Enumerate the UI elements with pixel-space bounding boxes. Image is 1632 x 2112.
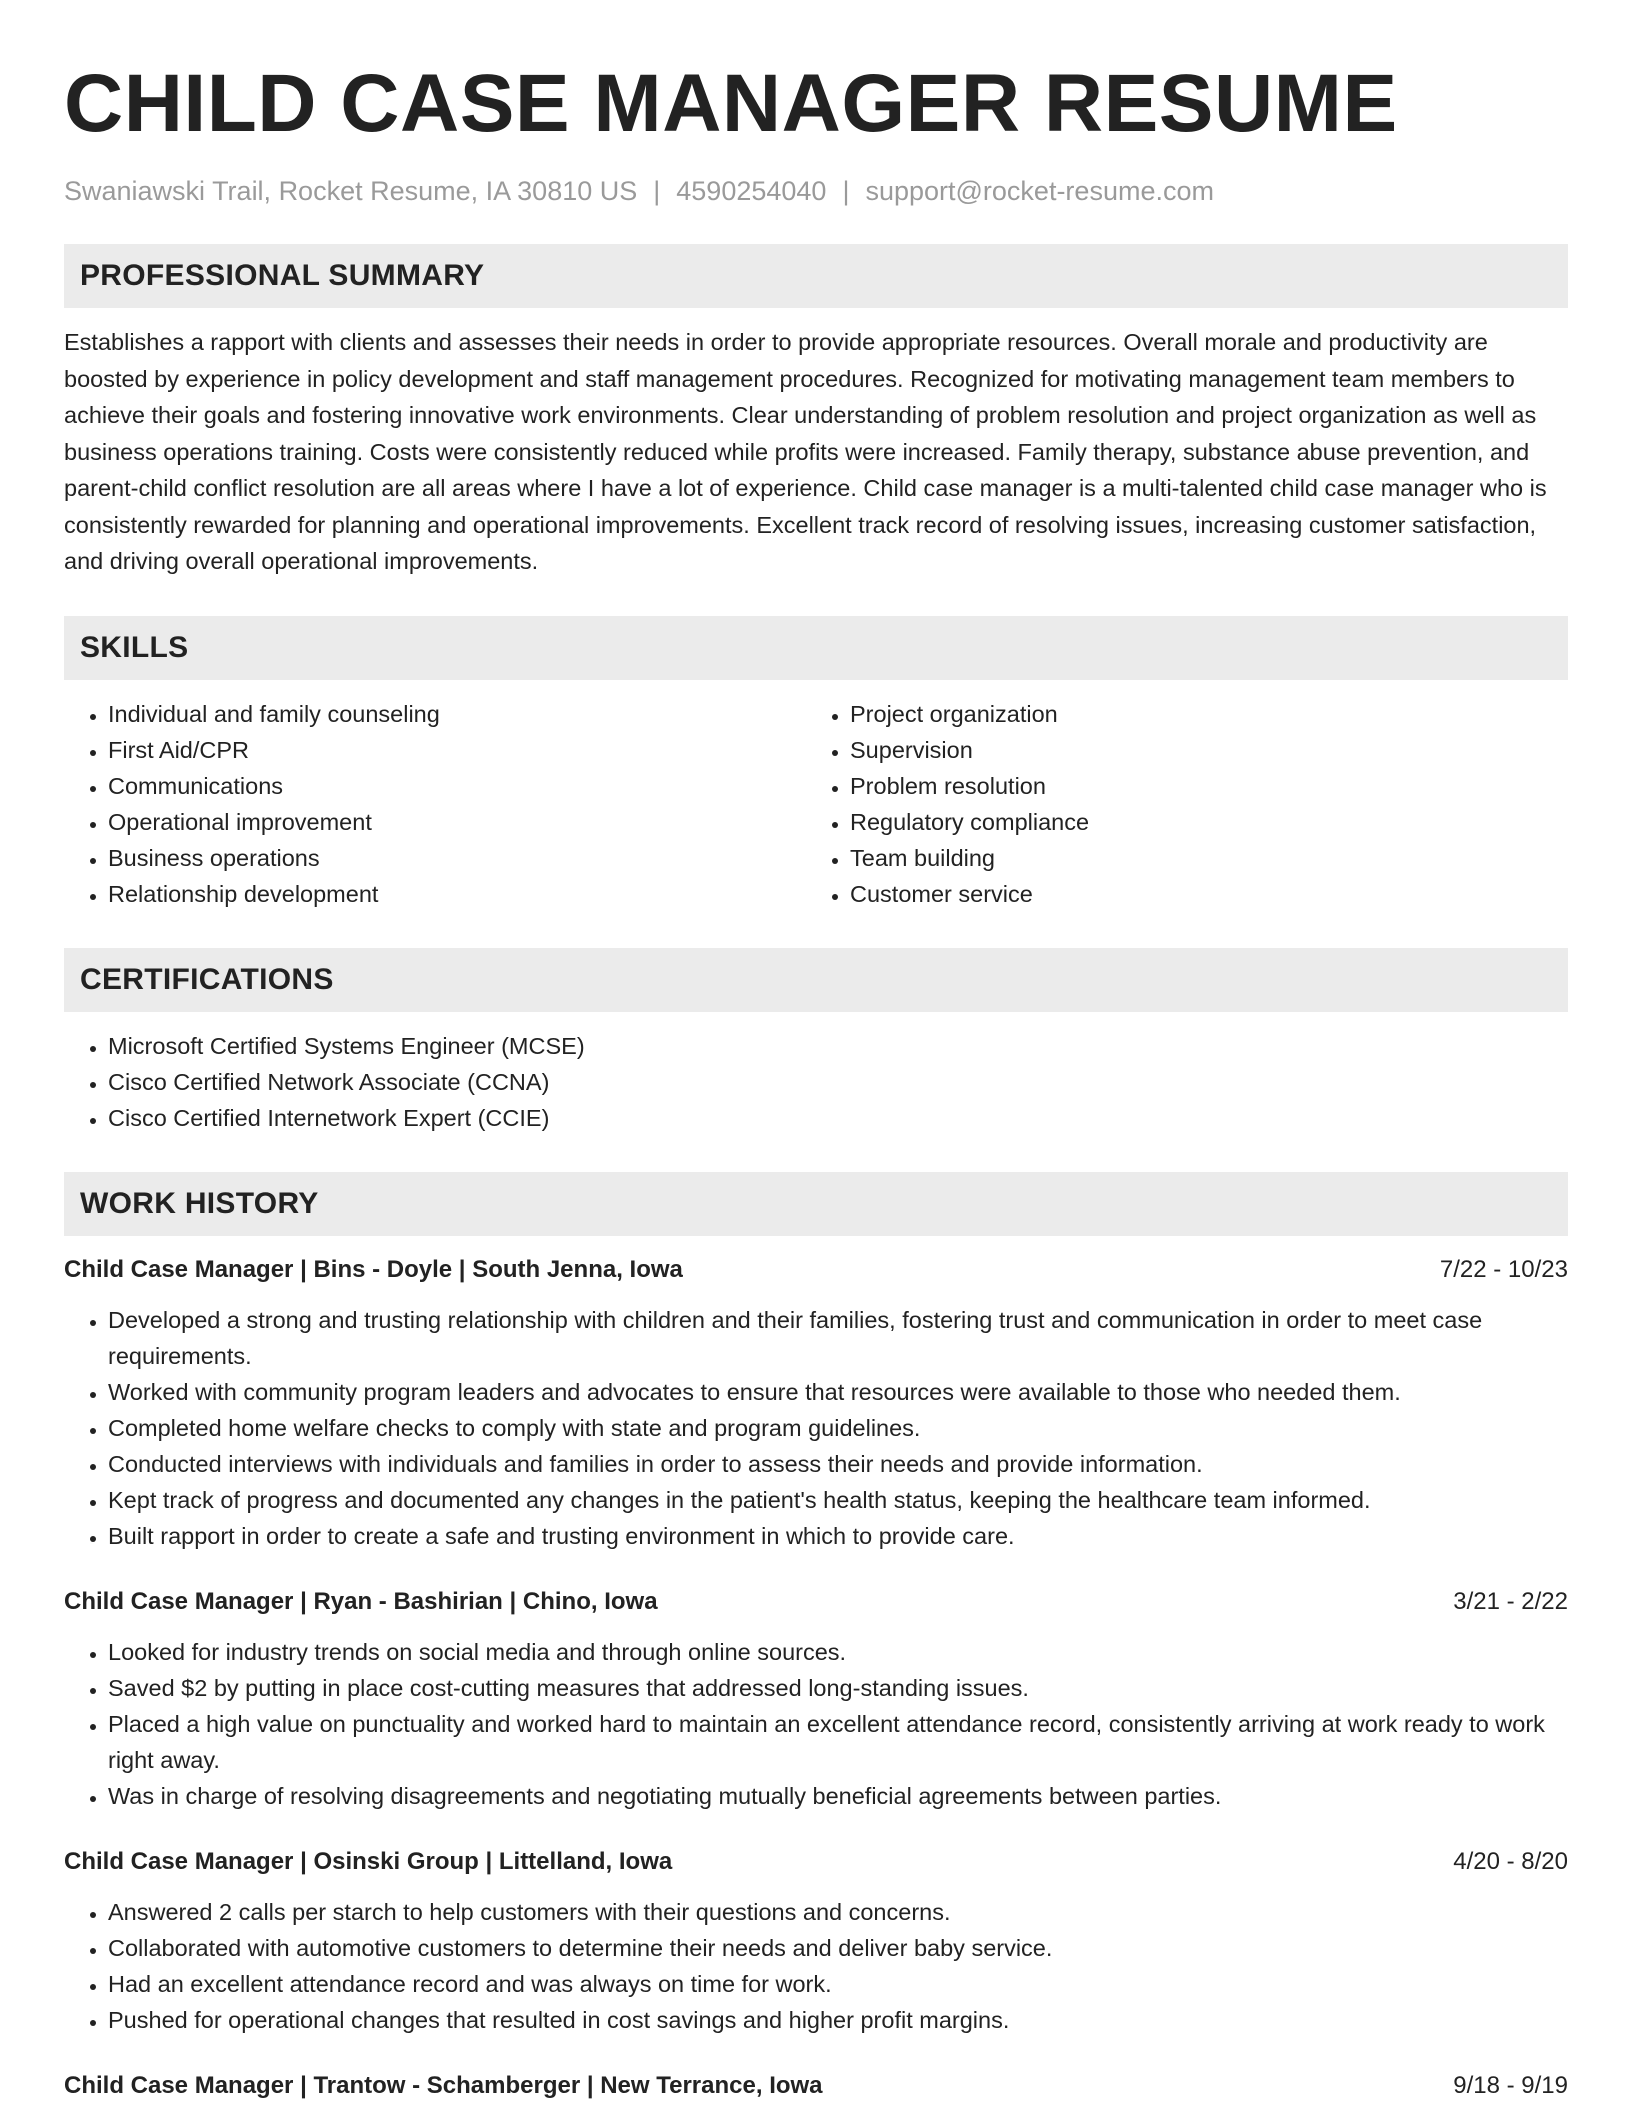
certification-item: • Cisco Certified Internetwork Expert (CCIE): [108, 1100, 1568, 1136]
job-bullet: • Collaborated with automotive customers to determine their needs and deliver baby service.: [108, 1930, 1568, 1966]
contact-phone: 4590254040: [676, 176, 827, 206]
resume-title: CHILD CASE MANAGER RESUME: [64, 58, 1398, 149]
job-title: Child Case Manager | Bins - Doyle | South Jenna, Iowa: [64, 1255, 683, 1283]
skill-item: • Individual and family counseling: [108, 696, 806, 732]
job-title: Child Case Manager | Ryan - Bashirian | Chino, Iowa: [64, 1587, 658, 1615]
job-bullet: • Answered 2 calls per starch to help customers with their questions and concerns.: [108, 1894, 1568, 1930]
certifications-section-header: [64, 948, 1568, 1012]
job-bullet: • Built rapport in order to create a safe and trusting environment in which to provide care.: [108, 1518, 1568, 1554]
job-bullet: • Worked with community program leaders and advocates to ensure that resources were available to those who needed them.: [108, 1374, 1568, 1410]
job-header: [64, 2068, 1568, 2104]
job-bullet: • Completed home welfare checks to comply with state and program guidelines.: [108, 1410, 1568, 1446]
certifications-heading: CERTIFICATIONS: [80, 962, 334, 996]
summary-section-header: [64, 244, 1568, 308]
job-dates: 9/18 - 9/19: [1453, 2071, 1568, 2099]
job-header: [64, 1584, 1568, 1620]
job-bullet: • Developed a strong and trusting relationship with children and their families, fostering trust and communication in order to meet case requirements.: [108, 1302, 1568, 1374]
skill-item: • Team building: [850, 840, 1548, 876]
job-bullet: • Looked for industry trends on social media and through online sources.: [108, 1634, 1568, 1670]
skill-item: • Project organization: [850, 696, 1548, 732]
job-entry: [64, 2068, 1568, 2104]
summary-heading: PROFESSIONAL SUMMARY: [80, 259, 485, 292]
work-history-heading: WORK HISTORY: [80, 1186, 319, 1220]
job-bullet: • Placed a high value on punctuality and worked hard to maintain an excellent attendance record, consistently arriving at work ready to work right away.: [108, 1706, 1568, 1778]
job-title: Child Case Manager | Trantow - Schamberger | New Terrance, Iowa: [64, 2071, 823, 2099]
job-bullet: • Kept track of progress and documented any changes in the patient's health status, keeping the healthcare team informed.: [108, 1482, 1568, 1518]
job-entry: [64, 1252, 1568, 1554]
job-bullets: [64, 1302, 1568, 1554]
skill-item: • Operational improvement: [108, 804, 806, 840]
job-bullet: • Had an excellent attendance record and was always on time for work.: [108, 1966, 1568, 2002]
work-history-section-header: [64, 1172, 1568, 1236]
job-dates: 7/22 - 10/23: [1439, 1255, 1568, 1283]
job-bullets: [64, 1634, 1568, 1814]
summary-text: Establishes a rapport with clients and assesses their needs in order to provide appropriate resources. Overall morale and productivity are boosted by experience in policy development and staff management procedures. Recognized for motivating management team members to achieve their goals and fostering innovative work environments. Clear understanding of problem resolution and project organization as well as business operations training. Costs were consistently reduced while profits were increased. Family therapy, substance abuse prevention, and parent-child conflict resolution are all areas where I have a lot of experience. Child case manager is a multi-talented child case manager who is consistently rewarded for planning and operational improvements. Excellent track record of resolving issues, increasing customer satisfaction, and driving overall operational improvements.: [64, 329, 1547, 574]
job-header: [64, 1844, 1568, 1880]
job-dates: 4/20 - 8/20: [1453, 1847, 1568, 1875]
contact-line: [64, 174, 1568, 208]
skill-item: • First Aid/CPR: [108, 732, 806, 768]
certifications-list: [64, 1028, 1568, 1136]
job-bullet: • Pushed for operational changes that resulted in cost savings and higher profit margins.: [108, 2002, 1568, 2038]
skills-section-header: [64, 616, 1568, 680]
job-dates: 3/21 - 2/22: [1453, 1587, 1568, 1615]
skills-column-left: [64, 696, 806, 912]
skill-item: • Supervision: [850, 732, 1548, 768]
contact-email: support@rocket-resume.com: [865, 176, 1214, 206]
skill-item: • Relationship development: [108, 876, 806, 912]
skill-item: • Regulatory compliance: [850, 804, 1548, 840]
contact-separator: |: [653, 176, 661, 206]
job-bullets: [64, 1894, 1568, 2038]
skills-column-right: [806, 696, 1548, 912]
skill-item: • Customer service: [850, 876, 1548, 912]
skill-item: • Problem resolution: [850, 768, 1548, 804]
skills-heading: SKILLS: [80, 630, 189, 664]
job-entry: [64, 1584, 1568, 1814]
contact-address: Swaniawski Trail, Rocket Resume, IA 30810 US: [64, 176, 638, 206]
job-bullet: • Saved $2 by putting in place cost-cutting measures that addressed long-standing issues.: [108, 1670, 1568, 1706]
job-header: [64, 1252, 1568, 1288]
resume-page: [64, 0, 1568, 2104]
skills-list: [64, 696, 1568, 912]
job-title: Child Case Manager | Osinski Group | Littelland, Iowa: [64, 1847, 673, 1875]
job-bullet: • Was in charge of resolving disagreements and negotiating mutually beneficial agreements between parties.: [108, 1778, 1568, 1814]
certification-item: • Cisco Certified Network Associate (CCNA): [108, 1064, 1568, 1100]
skill-item: • Business operations: [108, 840, 806, 876]
job-entry: [64, 1844, 1568, 2038]
contact-separator: |: [842, 176, 850, 206]
certification-item: • Microsoft Certified Systems Engineer (MCSE): [108, 1028, 1568, 1064]
job-bullet: • Conducted interviews with individuals and families in order to assess their needs and provide information.: [108, 1446, 1568, 1482]
skill-item: • Communications: [108, 768, 806, 804]
